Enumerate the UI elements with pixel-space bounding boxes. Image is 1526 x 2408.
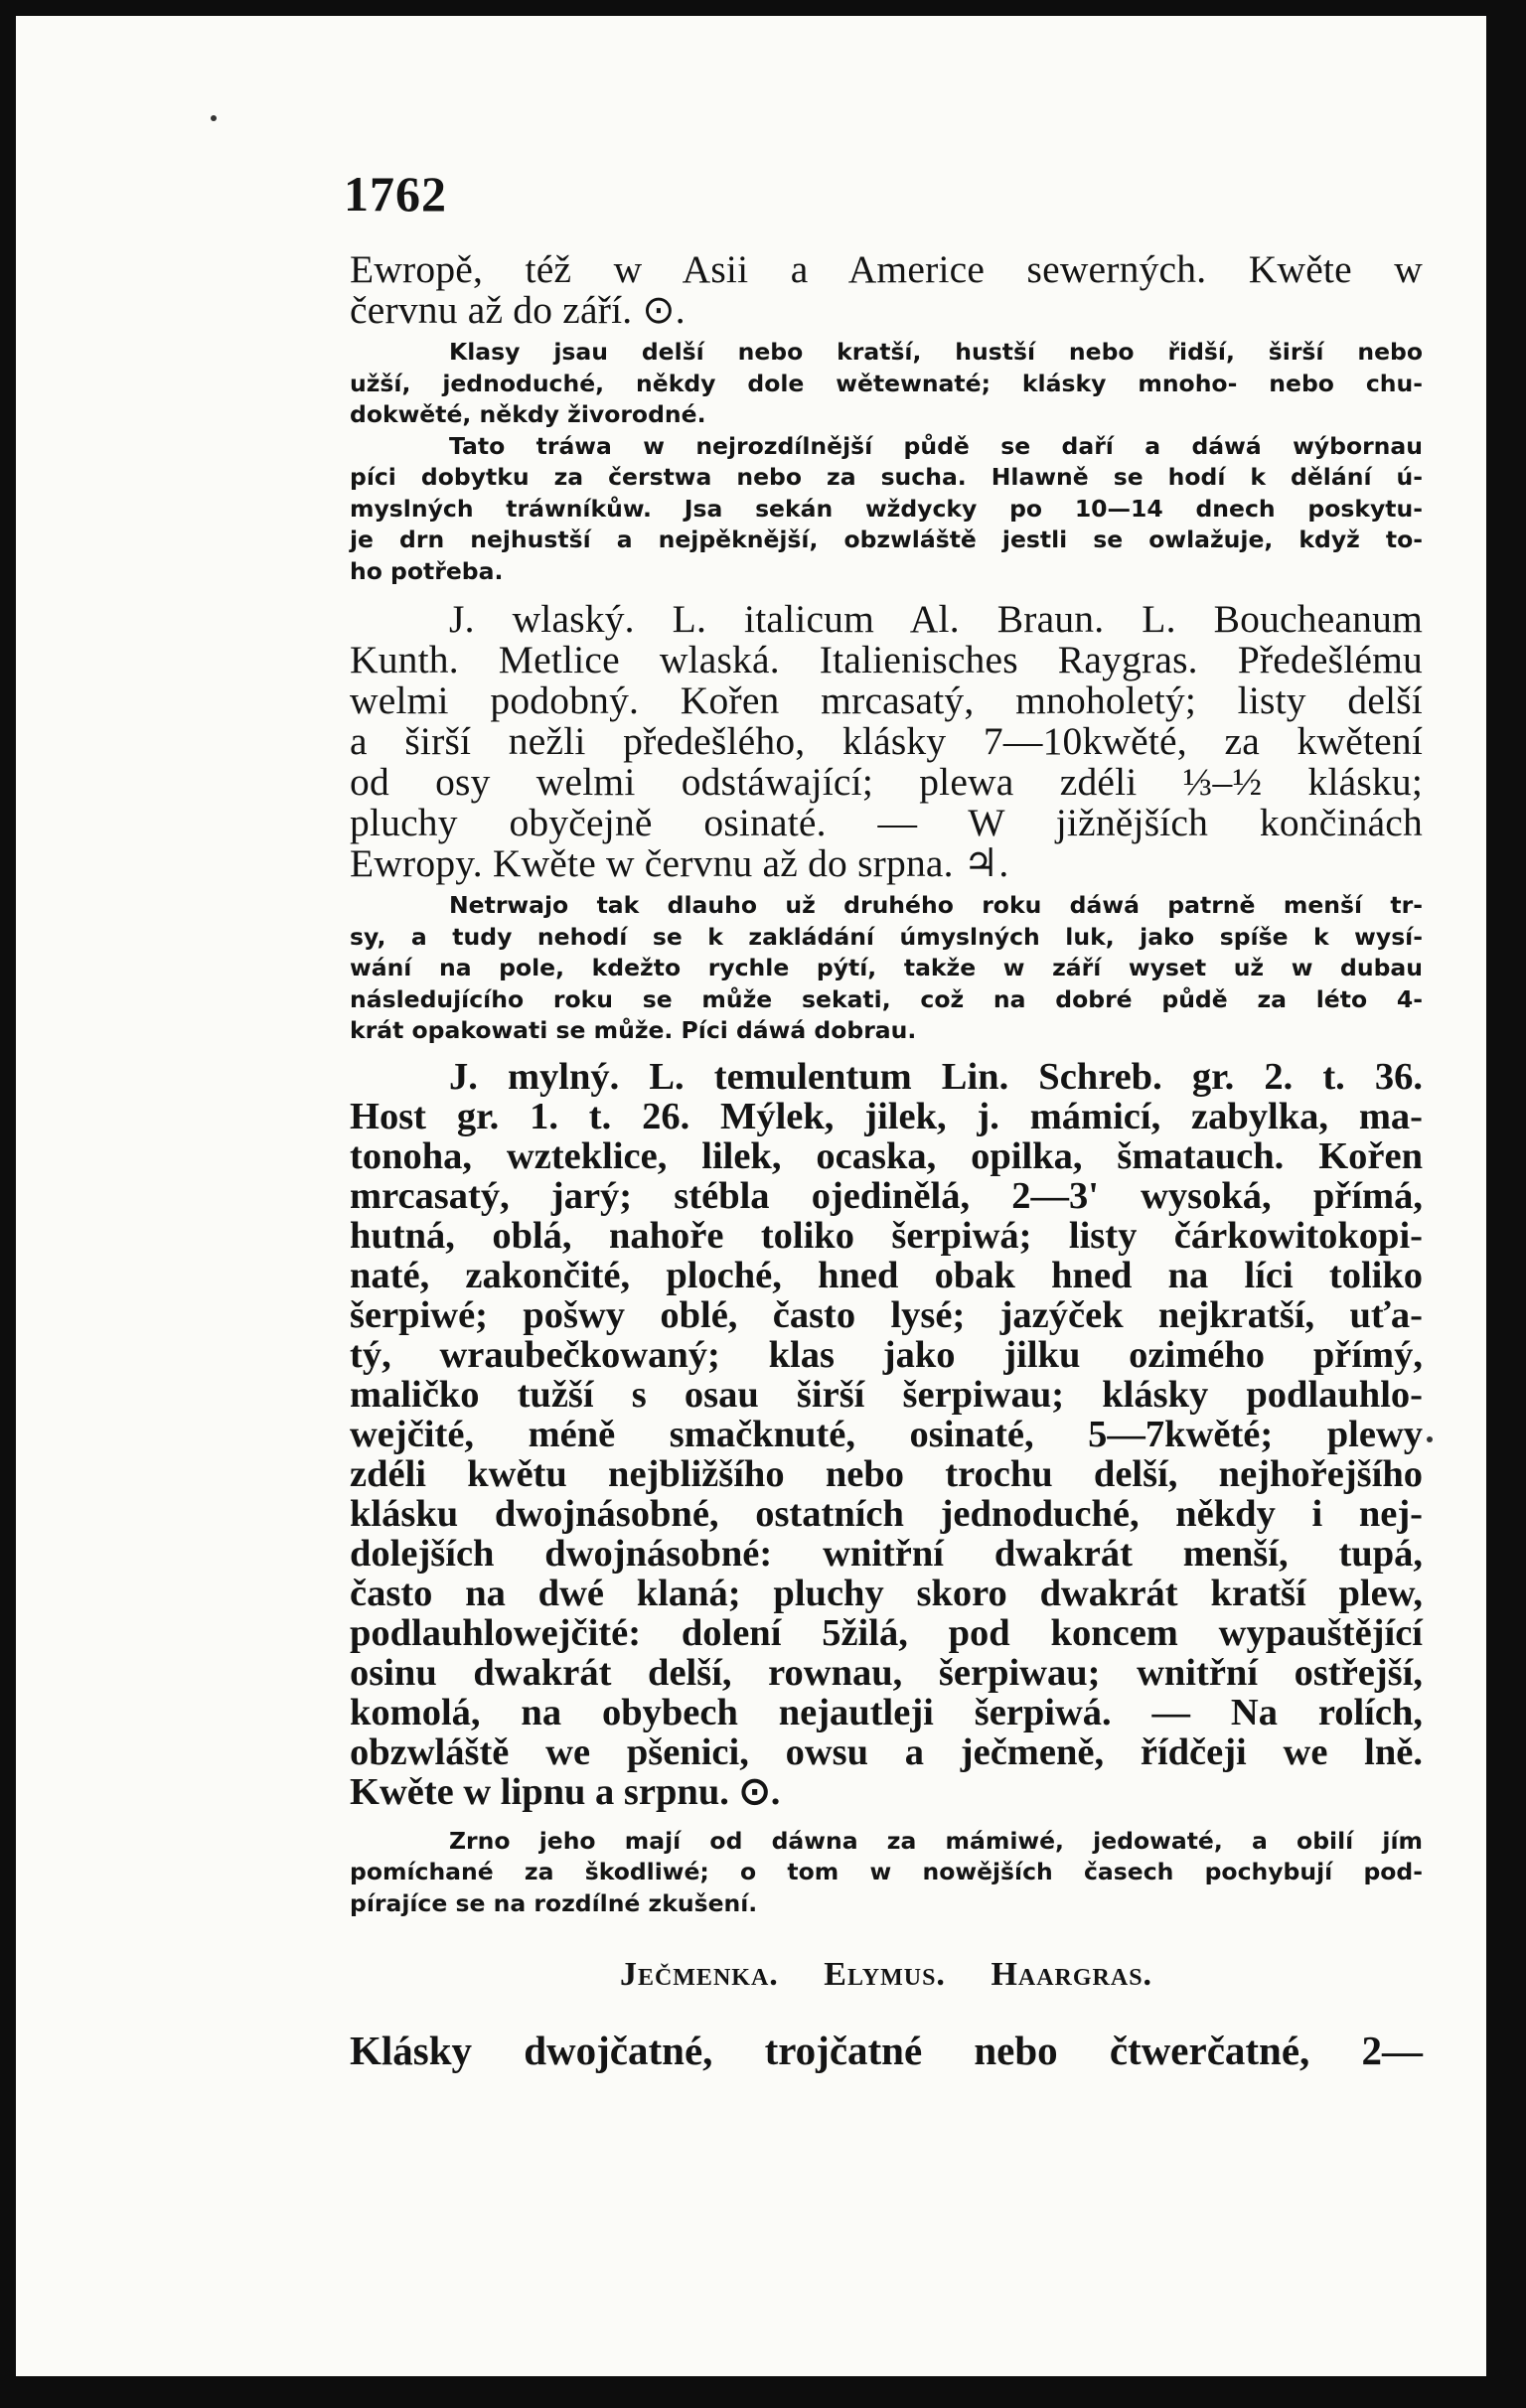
text-line: J. wlaský. L. italicum Al. Braun. L. Boucheanum [449, 597, 1423, 641]
text-line: je drn nejhustší a nejpěknější, obzwláště jestli se owlažuje, když to- [350, 526, 1423, 553]
text-line: zdéli kwětu nejbližšího nebo trochu delší, nejhořejšího [350, 1452, 1423, 1495]
genus-description-start: Klásky dwojčatné, trojčatné nebo čtwerčatné, 2— [350, 2028, 1423, 2073]
note-usage [350, 431, 1423, 588]
text-line: dokwěté, někdy živorodné. [350, 400, 706, 428]
text-column [350, 249, 1423, 2072]
text-line: tonoha, wzteklice, lilek, ocaska, opilka, šmatauch. Kořen [350, 1134, 1423, 1177]
text-line: Kunth. Metlice wlaská. Italienisches Raygras. Předešlému [350, 638, 1423, 681]
text-line: podlauhlowejčité: dolení 5žilá, pod koncem wypauštějící [350, 1611, 1423, 1654]
text-line: ho potřeba. [350, 556, 504, 585]
text-line: Klasy jsau delší nebo kratší, hustší nebo řidší, širší nebo [449, 338, 1423, 366]
entry-lolium-italicum [350, 599, 1423, 884]
genus-german-name: Haargras. [991, 1956, 1153, 1993]
text-line: Netrwajo tak dlauho už druhého roku dáwá patrně menší tr- [449, 891, 1423, 919]
text-line: osinu dwakrát delší, rownau, šerpiwau; wnitřní ostřejší, [350, 1651, 1423, 1694]
text-line: welmi podobný. Kořen mrcasatý, mnoholetý; listy delší [350, 678, 1423, 722]
text-line: píci dobytku za čerstwa nebo za sucha. Hlawně se hodí k dělání ú- [350, 463, 1423, 491]
note-italicum [350, 890, 1423, 1047]
text-line: klásku dwojnásobné, ostatních jednoduché, někdy i nej- [350, 1492, 1423, 1535]
text-line: Ewropě, též w Asii a Americe sewerných. Kwěte w [350, 247, 1423, 291]
text-line: pírajíce se na rozdílné zkušení. [350, 1888, 758, 1917]
text-line: maličko tužší s osau širší šerpiwau; klásky podlauhlo- [350, 1373, 1423, 1416]
text-line: Host gr. 1. t. 26. Mýlek, jilek, j. mámicí, zabylka, ma- [350, 1095, 1423, 1137]
text-line: wejčité, méně smačknuté, osinaté, 5—7kwěté; plewy [350, 1413, 1423, 1455]
text-line: tý, wraubečkowaný; klas jako jilku ozimého přímý, [350, 1333, 1423, 1376]
text-line: a širší nežli předešlého, klásky 7—10kwěté, za kwětení [350, 719, 1423, 763]
text-line: sy, a tudy nehodí se k zakládání úmyslných luk, jako spíše k wysí- [350, 922, 1423, 951]
genus-heading [350, 1955, 1423, 1995]
text-line: Zrno jeho mají od dáwna za mámiwé, jedowaté, a obilí jím [449, 1826, 1423, 1855]
text-line: Kwěte w lipnu a srpnu. ⊙. [350, 1770, 781, 1813]
text-line: myslných tráwníkůw. Jsa sekán wždycky po 10—14 dnech poskytu- [350, 494, 1423, 523]
text-line: šerpiwé; pošwy oblé, často lysé; jazýček nejkratší, uťa- [350, 1293, 1423, 1336]
text-line: obzwláště we pšenici, owsu a ječmeně, řídčeji we lně. [350, 1731, 1423, 1773]
genus-czech-name: Ječmenka. [619, 1956, 779, 1993]
page-number: 1762 [344, 166, 447, 222]
text-line: Tato tráwa w nejrozdílnější půdě se daří a dáwá wýbornau [449, 431, 1423, 460]
text-line: často na dwé klaná; pluchy skoro dwakrát kratší plew, [350, 1572, 1423, 1614]
text-line: následujícího roku se může sekati, což na dobré půdě za léto 4- [350, 984, 1423, 1013]
genus-latin-name: Elymus. [824, 1956, 946, 1993]
text-line: hutná, oblá, nahoře toliko šerpiwá; listy čárkowitokopi- [350, 1214, 1423, 1257]
paragraph-distribution [350, 249, 1423, 331]
text-line: mrcasatý, jarý; stébla ojedinělá, 2—3' wysoká, přímá, [350, 1174, 1423, 1217]
text-line: pomíchané za škodliwé; o tom w nowějších časech pochybují pod- [350, 1858, 1423, 1885]
text-line: pluchy obyčejně osinaté. — W jižnějších končinách [350, 801, 1423, 844]
note-temulentum [350, 1826, 1423, 1920]
text-line: J. mylný. L. temulentum Lin. Schreb. gr. 2. t. 36. [449, 1055, 1423, 1098]
text-line: Ewropy. Kwěte w červnu až do srpna. ♃. [350, 841, 1009, 885]
text-line: od osy welmi odstáwající; plewa zdéli ⅓–½ klásku; [350, 760, 1423, 804]
print-speck [211, 115, 217, 121]
text-line: červnu až do září. ⊙. [350, 288, 686, 332]
text-line: naté, zakončité, ploché, hned obak hned na líci toliko [350, 1254, 1423, 1296]
print-speck [1427, 1436, 1433, 1442]
text-line: wání na pole, kdežto rychle pýtí, takže w září wyset už w dubau [350, 954, 1423, 981]
text-line: užší, jednoduché, někdy dole wětewnaté; klásky mnoho- nebo chu- [350, 369, 1423, 397]
text-line: krát opakowati se může. Píci dáwá dobrau. [350, 1016, 917, 1044]
text-line: dolejších dwojnásobné: wnitřní dwakrát menší, tupá, [350, 1532, 1423, 1575]
book-page [16, 16, 1486, 2376]
note-spikes [350, 337, 1423, 431]
text-line: komolá, na obybech nejautleji šerpiwá. — Na rolích, [350, 1691, 1423, 1733]
entry-lolium-temulentum [350, 1057, 1423, 1812]
